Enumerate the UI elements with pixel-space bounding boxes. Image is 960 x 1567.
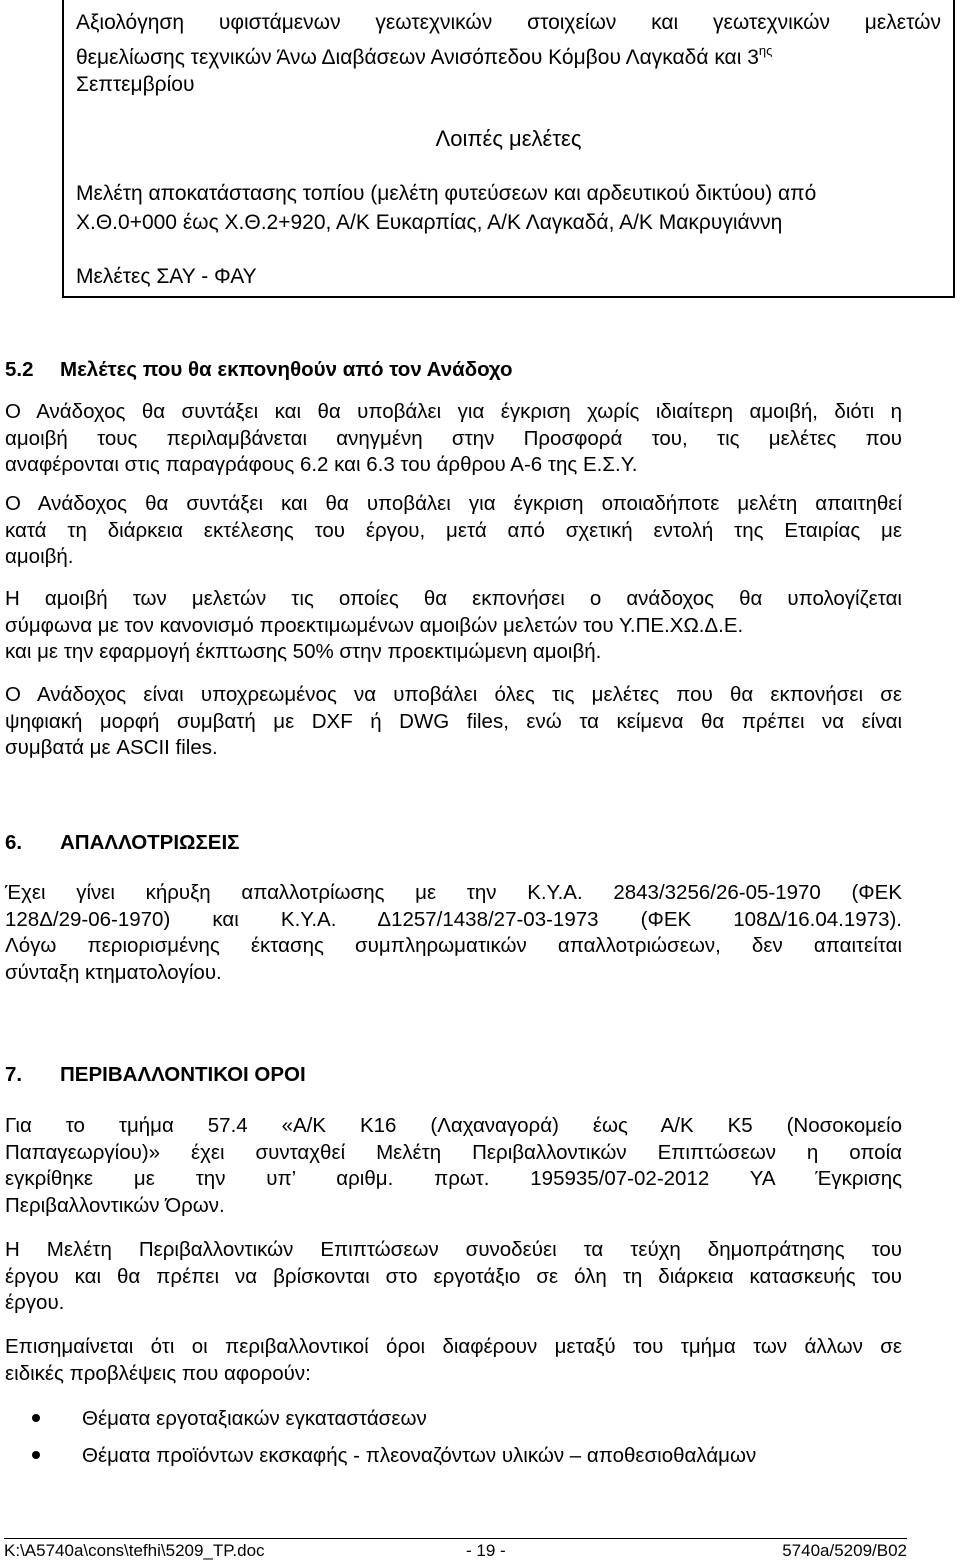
text-line: ειδικές προβλέψεις που αφορούν: [5,1361,311,1385]
text-line: Ο Ανάδοχος θα συντάξει και θα υποβάλει για έγκριση οποιαδήποτε μελέτη απαιτηθεί [5,492,902,515]
bullet-icon [32,1451,40,1459]
text-line: 128Δ/29-06-1970) και Κ.Υ.Α. Δ1257/1438/27-03-1973 (ΦΕΚ 108Δ/16.04.1973). [5,907,902,931]
section-5-2-number: 5.2 [5,358,34,381]
section-7-paragraph-2 [5,1237,902,1317]
section-6-heading [5,829,239,857]
section-7-title: ΠΕΡΙΒΑΛΛΟΝΤΙΚΟΙ ΟΡΟΙ [60,1063,306,1086]
section-5-2-paragraph-1 [5,399,902,479]
text-line: Η Μελέτη Περιβαλλοντικών Επιπτώσεων συνοδεύει τα τεύχη δημοπράτησης του [5,1238,902,1261]
text-line: εγκρίθηκε με την υπ’ αριθμ. πρωτ. 195935/07-02-2012 ΥΑ Έγκρισης [5,1167,902,1190]
section-7-paragraph-1 [5,1113,902,1219]
text-line: αμοιβή. [5,545,74,568]
section-5-2-paragraph-2 [5,491,902,571]
section-7-paragraph-3 [5,1334,902,1387]
text-line: έργου και θα πρέπει να βρίσκονται στο εργοτάξιο σε όλη τη διάρκεια κατασκευής του [5,1264,902,1288]
bullet-icon [32,1414,40,1422]
text-line: και με την εφαρμογή έκπτωσης 50% στην προεκτιμώμενη αμοιβή. [5,640,602,663]
requirements-list [0,1400,756,1474]
box-line-6: Μελέτες ΣΑΥ - ΦΑΥ [76,265,257,288]
box-line-1: Αξιολόγηση υφιστάμενων γεωτεχνικών στοιχείων και γεωτεχνικών μελετών [76,11,941,34]
box-line-5: Χ.Θ.0+000 έως Χ.Θ.2+920, Α/Κ Ευκαρπίας, Α/Κ Λαγκαδά, Α/Κ Μακρυγιάννη [76,211,783,234]
text-line: Ο Ανάδοχος είναι υποχρεωμένος να υποβάλει όλες τις μελέτες που θα εκπονήσει σε [5,683,902,706]
list-item-text: Θέματα εργοταξιακών εγκαταστάσεων [82,1407,427,1430]
text-line: Έχει γίνει κήρυξη απαλλοτρίωσης με την Κ.Υ.Α. 2843/3256/26-05-1970 (ΦΕΚ [5,881,902,904]
text-line: σύνταξη κτηματολογίου. [5,960,222,984]
text-line: συμβατά με ASCII files. [5,736,218,759]
section-6-number: 6. [5,831,23,854]
box-line-4: Μελέτη αποκατάστασης τοπίου (μελέτη φυτεύσεων και αρδευτικού δικτύου) από [76,182,817,205]
footer-page-number: - 19 - [466,1541,506,1560]
text-line: ψηφιακή μορφή συμβατή με DXF ή DWG files, ενώ τα κείμενα θα πρέπει να είναι [5,709,902,733]
text-line: σύμφωνα με τον κανονισμό προεκτιμωμένων αμοιβών μελετών του Υ.ΠΕ.ΧΩ.Δ.Ε. [5,613,744,637]
footer-divider [4,1538,907,1539]
text-line: αμοιβή τους περιλαμβάνεται ανηγμένη στην Προσφορά του, τις μελέτες που [5,426,902,450]
text-line: κατά τη διάρκεια εκτέλεσης του έργου, μετά από σχετική εντολή της Εταιρίας με [5,518,902,542]
list-item [0,1400,756,1437]
box-heading: Λοιπές μελέτες [435,126,582,151]
text-line: έργου. [5,1291,65,1314]
studies-box [62,0,955,298]
box-line-3: Σεπτεμβρίου [76,73,195,96]
section-7-heading [5,1061,306,1089]
text-line: Παπαγεωργίου)» έχει συνταχθεί Μελέτη Περιβαλλοντικών Επιπτώσεων η οποία [5,1140,902,1164]
text-line: Περιβαλλοντικών Όρων. [5,1193,225,1217]
box-line-2-superscript: ης [758,43,773,58]
footer-file-path: K:\A5740a\cons\tefhi\5209_TP.doc [4,1541,265,1560]
section-7-number: 7. [5,1063,23,1086]
list-item-text: Θέματα προϊόντων εκσκαφής - πλεοναζόντων υλικών – αποθεσιοθαλάμων [82,1444,757,1467]
text-line: Η αμοιβή των μελετών τις οποίες θα εκπονήσει ο ανάδοχος θα υπολογίζεται [5,587,902,610]
section-5-2-title: Μελέτες που θα εκπονηθούν από τον Ανάδοχο [60,358,513,381]
text-line: Για το τμήμα 57.4 «Α/Κ Κ16 (Λαχαναγορά) έως Α/Κ Κ5 (Νοσοκομείο [5,1114,902,1137]
section-6-title: ΑΠΑΛΛΟΤΡΙΩΣΕΙΣ [60,831,240,854]
text-line: Λόγω περιορισμένης έκτασης συμπληρωματικών απαλλοτριώσεων, δεν απαιτείται [5,934,902,957]
section-5-2-paragraph-4 [5,682,902,762]
section-5-2-heading [5,356,513,384]
box-line-2-text: θεμελίωσης τεχνικών Άνω Διαβάσεων Ανισόπεδου Κόμβου Λαγκαδά και 3 [76,46,759,69]
section-6-paragraph-1 [5,880,902,986]
footer-document-code: 5740a/5209/B02 [782,1541,907,1560]
box-line-2 [76,43,941,72]
section-5-2-paragraph-3 [5,586,902,666]
text-line: Ο Ανάδοχος θα συντάξει και θα υποβάλει για έγκριση χωρίς ιδιαίτερη αμοιβή, διότι η [5,400,902,423]
text-line: αναφέρονται στις παραγράφους 6.2 και 6.3 του άρθρου Α-6 της Ε.Σ.Υ. [5,453,638,476]
list-item [0,1437,756,1474]
text-line: Επισημαίνεται ότι οι περιβαλλοντικοί όροι διαφέρουν μεταξύ του τμήμα των άλλων σε [5,1335,902,1358]
